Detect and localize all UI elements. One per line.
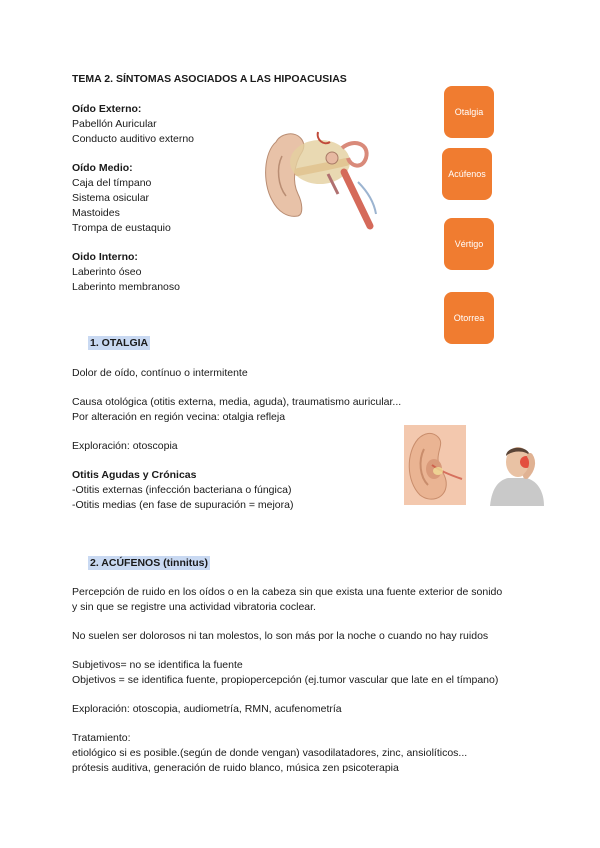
oido-medio-item: Caja del tímpano [72,177,152,189]
oido-externo-item: Conducto auditivo externo [72,133,194,145]
oido-medio-item: Sistema osicular [72,192,150,204]
otalgia-cause: Por alteración en región vecina: otalgia refleja [72,411,286,423]
treatment-item: prótesis auditiva, generación de ruido blanco, música zen psicoterapia [72,762,399,774]
oido-medio-item: Trompa de eustaquio [72,222,171,234]
oido-interno-item: Laberinto membranoso [72,281,180,293]
page-title: TEMA 2. SÍNTOMAS ASOCIADOS A LAS HIPOACUSIAS [72,73,347,85]
symptom-box-acufenos: Acúfenos [442,148,492,200]
acufenos-note: No suelen ser dolorosos ni tan molestos, lo son más por la noche o cuando no hay ruidos [72,630,489,642]
otalgia-cause: Causa otológica (otitis externa, media, aguda), traumatismo auricular... [72,396,402,408]
acufenos-type: Subjetivos= no se identifica la fuente [72,659,243,671]
oido-interno-item: Laberinto óseo [72,266,142,278]
otitis-subheading: Otitis Agudas y Crónicas [72,469,197,481]
ear-anatomy-illustration [258,122,386,234]
acufenos-definition: y sin que se registre una actividad vibratoria coclear. [72,601,316,613]
otitis-item: -Otitis externas (infección bacteriana o fúngica) [72,484,292,496]
oido-medio-item: Mastoides [72,207,120,219]
otitis-item: -Otitis medias (en fase de supuración = mejora) [72,499,294,511]
otalgia-heading: 1. OTALGIA [90,337,149,349]
acufenos-exploration: Exploración: otoscopia, audiometría, RMN, acufenometría [72,703,342,715]
acufenos-definition: Percepción de ruido en los oídos o en la cabeza sin que exista una fuente exterior de sonido [72,586,503,598]
treatment-label: Tratamiento: [72,732,131,744]
otalgia-definition: Dolor de oído, contínuo o intermitente [72,367,248,379]
otalgia-exploration: Exploración: otoscopia [72,440,178,452]
symptom-box-vertigo: Vértigo [444,218,494,270]
oido-interno-heading: Oido Interno: [72,251,138,263]
symptom-box-otorrea: Otorrea [444,292,494,344]
acufenos-type: Objetivos = se identifica fuente, propiopercepción (ej.tumor vascular que late en el tímpano) [72,674,499,686]
symptom-box-otalgia: Otalgia [444,86,494,138]
oido-externo-item: Pabellón Auricular [72,118,157,130]
ear-photo [404,425,466,505]
oido-externo-heading: Oído Externo: [72,103,142,115]
treatment-item: etiológico si es posible.(según de donde vengan) vasodilatadores, zinc, ansiolíticos... [72,747,468,759]
person-ear-pain-photo [488,440,546,506]
oido-medio-heading: Oído Medio: [72,162,133,174]
acufenos-heading: 2. ACÚFENOS (tinnitus) [90,557,209,569]
